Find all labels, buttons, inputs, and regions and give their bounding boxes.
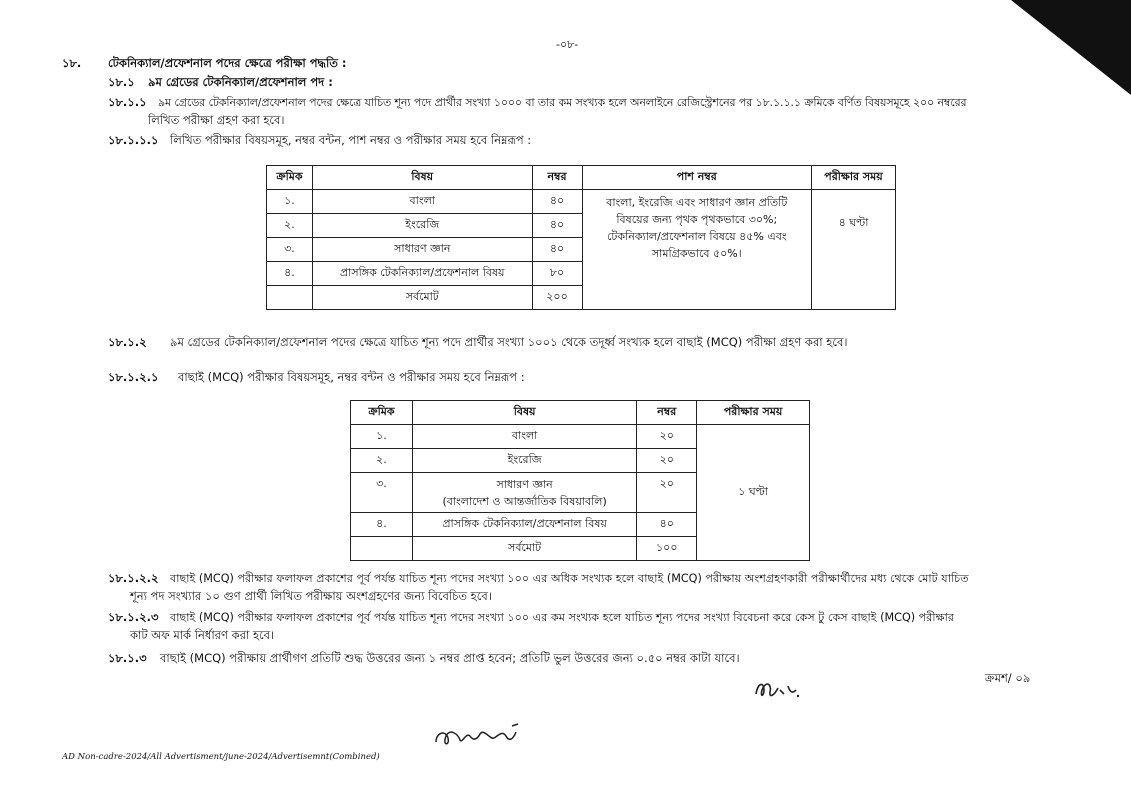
clause-1-2-1-text: বাছাই (MCQ) পরীক্ষার বিষয়সমূহ, নম্বর বন্টন ও পরীক্ষার সময় হবে নিম্নরূপ : (178, 370, 525, 384)
serial-cell: ২. (351, 449, 413, 473)
col-subject-header: বিষয় (312, 166, 532, 190)
marks-cell: ৮০ (532, 262, 582, 286)
clause-1-2-3-line1: বাছাই (MCQ) পরীক্ষার ফলাফল প্রকাশের পূর্ব পর্যন্ত যাচিত শূন্য পদের সংখ্যা ১০০ এর কম সংখ্যক হলে যাচিত শূন্য পদের সংখ্যা বিবেচনা করে কেস টু কেস বাছাই (MCQ) পরীক্ষার (170, 611, 955, 624)
clause-1-2-number: ১৮.১.২ (108, 335, 147, 349)
subject-cell: বাংলা (412, 425, 636, 449)
col-time-header: পরীক্ষার সময় (812, 166, 896, 190)
serial-cell: ১. (351, 425, 413, 449)
pass-line: বাংলা, ইংরেজি এবং সাধারণ জ্ঞান প্রতিটি (606, 196, 788, 209)
table-row (267, 190, 896, 214)
clause-1-3-text: বাছাই (MCQ) পরীক্ষায় প্রার্থীগণ প্রতিটি শুদ্ধ উত্তরের জন্য ১ নম্বর প্রাপ্ত হবেন; প্রতিটি ভুল উত্তরের জন্য ০.৫০ নম্বর কাটা যাবে। (160, 651, 740, 665)
section-title: টেকনিক্যাল/প্রফেশনাল পদের ক্ষেত্রে পরীক্ষা পদ্ধতি : (108, 56, 347, 70)
serial-cell: ৩. (351, 473, 413, 513)
total-marks: ২০০ (532, 286, 582, 310)
subject-subline: (বাংলাদেশ ও আন্তর্জাতিক বিষয়াবলি) (442, 494, 607, 508)
clause-1-2-3-line2: কাট অফ মার্ক নির্ধারণ করা হবে। (130, 628, 275, 642)
pass-line: বিষয়ের জন্য পৃথক পৃথকভাবে ৩০%; (616, 213, 778, 226)
total-label: সর্বমোট (312, 286, 532, 310)
marks-cell: ২০ (637, 473, 697, 513)
clause-1-2-2-line1: বাছাই (MCQ) পরীক্ষার ফলাফল প্রকাশের পূর্ব পর্যন্ত যাচিত শূন্য পদের সংখ্যা ১০০ এর অধিক সংখ্যক হলে বাছাই (MCQ) পরীক্ষায় অংশগ্রহণকারী পরীক্ষার্থীদের মধ্য থেকে মোট যাচিত (170, 572, 969, 585)
clause-1-1-1-number: ১৮.১.১.১ (108, 133, 159, 147)
clause-1-1-1-text: লিখিত পরীক্ষার বিষয়সমূহ, নম্বর বন্টন, পাশ নম্বর ও পরীক্ষার সময় হবে নিম্নরূপ : (170, 133, 532, 147)
serial-cell: ৪. (351, 513, 413, 537)
table-header-row (351, 401, 810, 425)
subject-cell (412, 473, 636, 513)
col-subject-header: বিষয় (412, 401, 636, 425)
marks-cell: ৪০ (532, 214, 582, 238)
serial-cell (267, 286, 313, 310)
marks-cell: ৪০ (532, 190, 582, 214)
serial-cell: ৪. (267, 262, 313, 286)
serial-cell: ১. (267, 190, 313, 214)
subject-line: সাধারণ জ্ঞান (496, 477, 553, 491)
page-number: -০৮- (556, 38, 579, 51)
total-marks: ১০০ (637, 537, 697, 561)
total-label: সর্বমোট (412, 537, 636, 561)
exam-time-cell: ৪ ঘণ্টা (812, 190, 896, 310)
written-exam-table (266, 165, 896, 310)
table-row (351, 425, 810, 449)
subsection-title: ৯ম গ্রেডের টেকনিক্যাল/প্রফেশনাল পদ : (148, 75, 333, 89)
col-marks-header: নম্বর (637, 401, 697, 425)
col-pass-header: পাশ নম্বর (582, 166, 812, 190)
table-header-row (267, 166, 896, 190)
serial-cell: ৩. (267, 238, 313, 262)
serial-cell (351, 537, 413, 561)
serial-cell: ২. (267, 214, 313, 238)
marks-cell: ২০ (637, 425, 697, 449)
clause-1-1-line1: ৯ম গ্রেডের টেকনিক্যাল/প্রফেশনাল পদের ক্ষেত্রে যাচিত শূন্য পদে প্রার্থীর সংখ্যা ১০০০ বা তার কম সংখ্যক হলে অনলাইনে রেজিস্ট্রেশনের পর ১৮.১.১.১ ক্রমিকে বর্ণিত বিষয়সমূহে ২০০ নম্বরের (158, 96, 967, 109)
col-marks-header: নম্বর (532, 166, 582, 190)
section-number: ১৮. (62, 56, 82, 70)
clause-1-2-2-number: ১৮.১.২.২ (108, 571, 159, 585)
clause-1-3-number: ১৮.১.৩ (108, 651, 147, 665)
clause-1-2-2-line2: শূন্য পদ সংখ্যার ১০ গুণ প্রার্থী লিখিত পরীক্ষায় অংশগ্রহণের জন্য বিবেচিত হবে। (130, 589, 492, 603)
marks-cell: ৪০ (637, 513, 697, 537)
subject-cell: সাধারণ জ্ঞান (312, 238, 532, 262)
mcq-exam-table (350, 400, 810, 561)
subject-cell: ইংরেজি (412, 449, 636, 473)
pass-marks-cell (582, 190, 812, 310)
subject-cell: বাংলা (312, 190, 532, 214)
continued-label: ক্রমশ/ ০৯ (985, 671, 1031, 685)
clause-1-1-line2: লিখিত পরীক্ষা গ্রহণ করা হবে। (148, 113, 285, 127)
clause-1-1-number: ১৮.১.১ (108, 95, 147, 109)
subject-cell: ইংরেজি (312, 214, 532, 238)
col-serial-header: ক্রমিক (351, 401, 413, 425)
clause-1-2-1-number: ১৮.১.২.১ (108, 370, 159, 384)
signature-glyph (752, 676, 802, 704)
subject-cell: প্রাসঙ্গিক টেকনিক্যাল/প্রফেশনাল বিষয় (312, 262, 532, 286)
exam-time-cell: ১ ঘণ্টা (697, 425, 810, 561)
marks-cell: ২০ (637, 449, 697, 473)
signature-glyph (432, 720, 528, 752)
initials-signature (752, 676, 802, 709)
clause-1-2-3-number: ১৮.১.২.৩ (108, 610, 159, 624)
footer-file-path: AD Non-cadre-2024/All Advertisment/june-2024/Advertisemnt(Combined) (62, 752, 380, 762)
col-serial-header: ক্রমিক (267, 166, 313, 190)
officer-signature (432, 720, 528, 757)
pass-line: সামগ্রিকভাবে ৫০%। (651, 247, 742, 260)
clause-1-2-text: ৯ম গ্রেডের টেকনিক্যাল/প্রফেশনাল পদের ক্ষেত্রে যাচিত শূন্য পদে প্রার্থীর সংখ্যা ১০০১ থেকে তদূর্ধ্ব সংখ্যক হলে বাছাই (MCQ) পরীক্ষা গ্রহণ করা হবে। (170, 335, 848, 349)
marks-cell: ৪০ (532, 238, 582, 262)
pass-line: টেকনিক্যাল/প্রফেশনাল বিষয়ে ৪৫% এবং (606, 230, 787, 243)
col-time-header: পরীক্ষার সময় (697, 401, 810, 425)
subsection-number: ১৮.১ (108, 75, 135, 89)
scanned-corner-fold (1011, 0, 1131, 95)
subject-cell: প্রাসঙ্গিক টেকনিক্যাল/প্রফেশনাল বিষয় (412, 513, 636, 537)
